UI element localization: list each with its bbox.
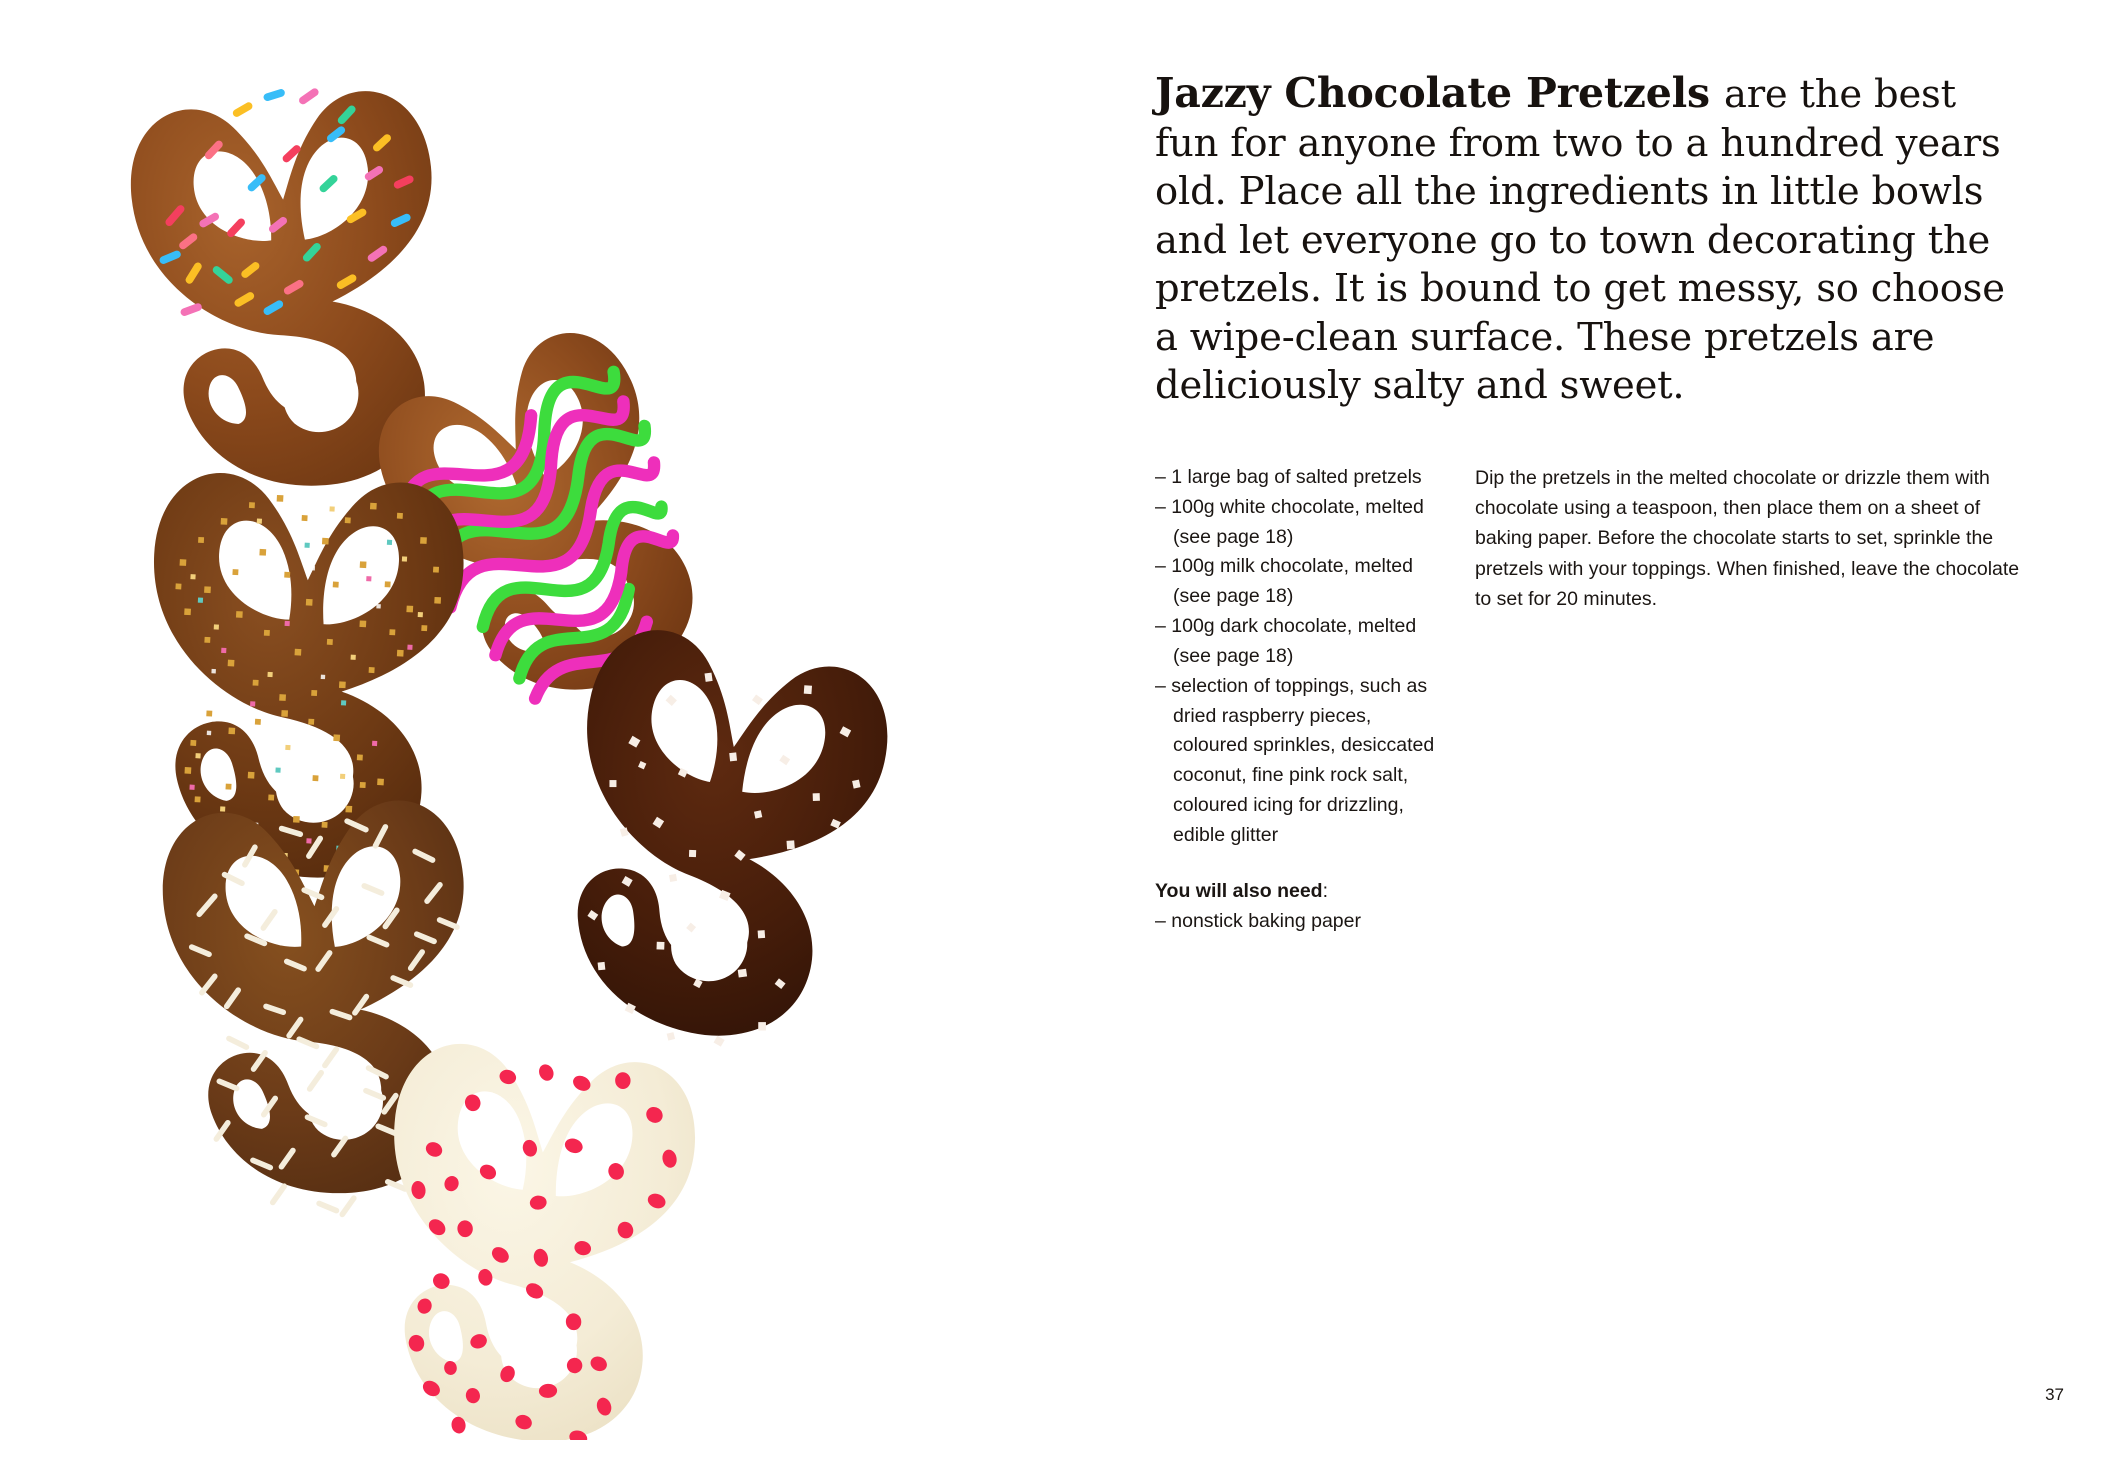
- decorated-pretzels-illustration: [100, 40, 1100, 1440]
- pretzel-white-chocolate-raspberry: [361, 1038, 703, 1440]
- article-intro-text: are the best fun for anyone from two to a hundred years old. Place all the ingredients in little bowls and let everyone go to town decorating the pretzels. It is bound to get messy, so choose a wipe-clean surface. These pretzels are deliciously salty and sweet.: [1155, 72, 2005, 409]
- article-intro-block: [1155, 68, 2020, 411]
- list-item: – 1 large bag of salted pretzels: [1155, 466, 1422, 488]
- ingredients-column: [1155, 463, 1435, 936]
- article-intro: [1155, 68, 2020, 411]
- list-item: – nonstick baking paper: [1155, 909, 1361, 932]
- method-text: Dip the pretzels in the melted chocolate or drizzle them with chocolate using a teaspoon, then place them on a sheet of baking paper. Before the chocolate starts to set, sprinkle the pretzels with your toppings. When finished, leave the chocolate to set for 20 minutes.: [1475, 467, 2020, 610]
- also-need-heading-label: You will also need: [1155, 879, 1323, 902]
- list-item: – selection of toppings, such as dried raspberry pieces, coloured sprinkles, desiccated coconut, fine pink rock salt, coloured icing for drizzling, edible glitter: [1155, 674, 1435, 846]
- list-item: – 100g dark chocolate, melted (see page 18): [1155, 615, 1417, 667]
- list-item: – 100g milk chocolate, melted (see page 18): [1155, 555, 1413, 608]
- list-item: – 100g white chocolate, melted (see page 18): [1155, 495, 1424, 548]
- page-number: 37: [2045, 1385, 2064, 1404]
- also-need-heading-suffix: :: [1322, 879, 1329, 902]
- method-column: [1475, 463, 2020, 614]
- page-title: Jazzy Chocolate Pretzels: [1155, 69, 1710, 117]
- also-need-heading: [1155, 877, 1435, 907]
